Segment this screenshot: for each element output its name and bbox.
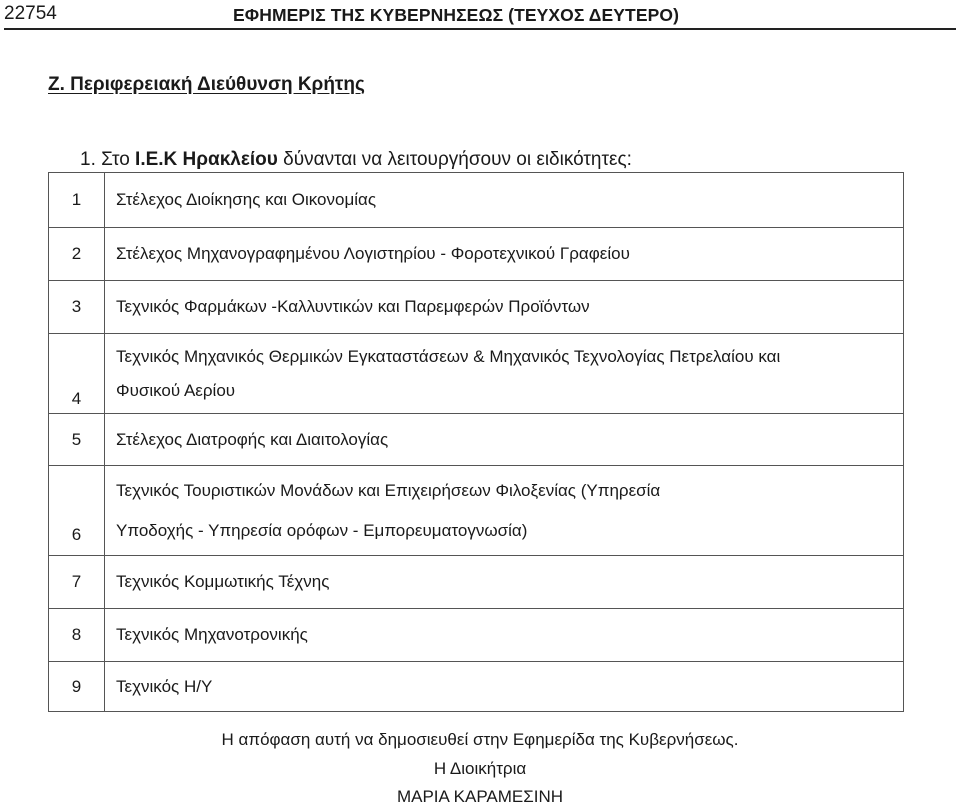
signer-title: Η Διοικήτρια	[433, 759, 527, 778]
row-number: 5	[49, 414, 105, 466]
table-row	[49, 662, 904, 712]
row-number: 7	[49, 556, 105, 609]
row-number: 4	[49, 334, 105, 414]
specialty-name: Τεχνικός Η/Υ	[105, 662, 904, 712]
specialty-name-line: Τεχνικός Μηχανικός Θερμικών Εγκαταστάσεων & Μηχανικός Τεχνολογίας Πετρελαίου και	[116, 346, 781, 366]
specialty-name-line: Φυσικού Αερίου	[116, 380, 236, 400]
table-row	[49, 556, 904, 609]
row-number: 6	[49, 466, 105, 556]
table-row	[49, 609, 904, 662]
row-number: 2	[49, 228, 105, 281]
table-row	[49, 466, 904, 556]
specialty-name-line: Υποδοχής - Υπηρεσία ορόφων - Εμπορευματογνωσία)	[116, 520, 528, 540]
row-number: 9	[49, 662, 105, 712]
row-number: 3	[49, 281, 105, 334]
specialty-name: Στέλεχος Μηχανογραφημένου Λογιστηρίου - Φοροτεχνικού Γραφείου	[105, 228, 904, 281]
intro-school-name: Ι.Ε.Κ Ηρακλείου	[135, 149, 278, 170]
specialties-table	[48, 172, 904, 712]
table-row	[49, 281, 904, 334]
page-number: 22754	[4, 3, 57, 24]
gazette-title: ΕΦΗΜΕΡΙΣ ΤΗΣ ΚΥΒΕΡΝΗΣΕΩΣ (ΤΕΥΧΟΣ ΔΕΥΤΕΡΟ)	[233, 5, 680, 25]
row-number: 8	[49, 609, 105, 662]
header-rule	[4, 28, 956, 30]
table-row	[49, 414, 904, 466]
table-row	[49, 173, 904, 228]
row-number: 1	[49, 173, 105, 228]
specialty-name-line: Τεχνικός Τουριστικών Μονάδων και Επιχειρήσεων Φιλοξενίας (Υπηρεσία	[116, 480, 661, 500]
specialty-name: Τεχνικός Κομμωτικής Τέχνης	[105, 556, 904, 609]
specialty-name	[105, 466, 904, 556]
section-heading: Ζ. Περιφερειακή Διεύθυνση Κρήτης	[48, 74, 365, 95]
specialty-name	[105, 334, 904, 414]
table-row	[49, 228, 904, 281]
specialty-name: Τεχνικός Φαρμάκων -Καλλυντικών και Παρεμφερών Προϊόντων	[105, 281, 904, 334]
intro-suffix: δύνανται να λειτουργήσουν οι ειδικότητες:	[277, 149, 632, 170]
specialty-name: Στέλεχος Διατροφής και Διαιτολογίας	[105, 414, 904, 466]
publication-note: Η απόφαση αυτή να δημοσιευθεί στην Εφημερίδα της Κυβερνήσεως.	[221, 730, 739, 749]
specialty-name: Στέλεχος Διοίκησης και Οικονομίας	[105, 173, 904, 228]
intro-line	[80, 148, 632, 172]
intro-prefix: 1. Στο	[80, 149, 136, 170]
signer-name: ΜΑΡΙΑ ΚΑΡΑΜΕΣΙΝΗ	[396, 787, 564, 806]
specialty-name: Τεχνικός Μηχανοτρονικής	[105, 609, 904, 662]
table-row	[49, 334, 904, 414]
